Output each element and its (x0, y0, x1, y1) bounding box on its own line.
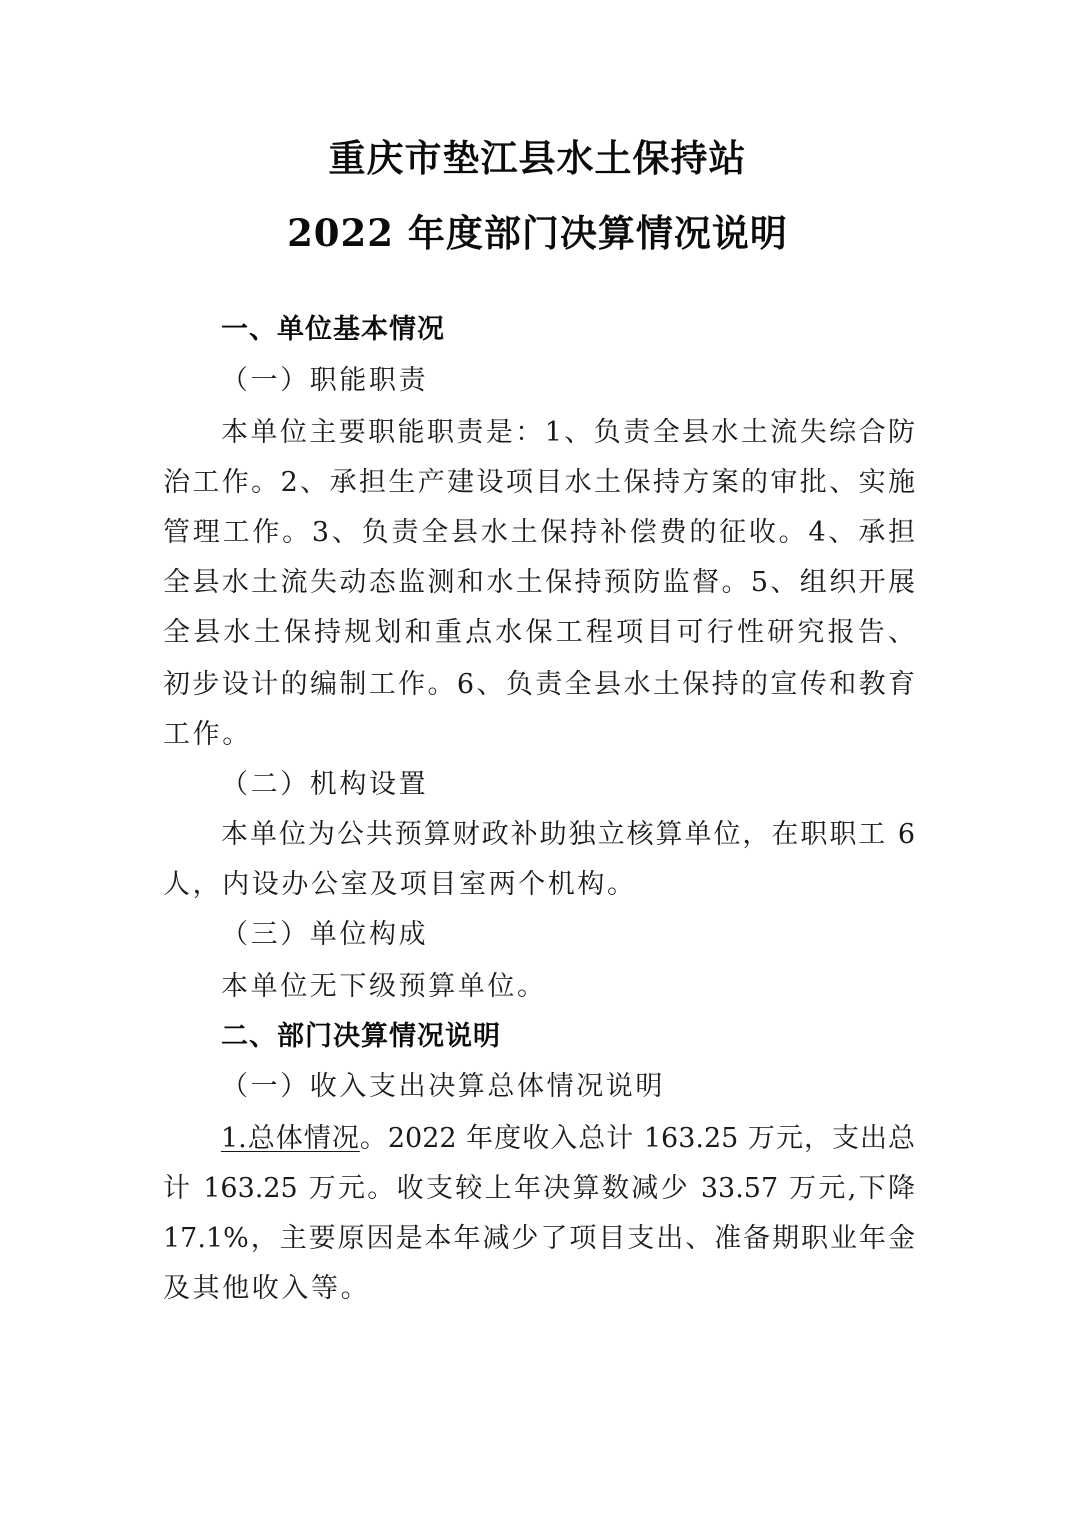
paragraph-line: 人，内设办公室及项目室两个机构。 (163, 869, 637, 900)
paragraph-line: 全县水土保持规划和重点水保工程项目可行性研究报告、 (163, 617, 915, 648)
section-2-heading: 二、部门决算情况说明 (221, 1021, 501, 1052)
document-title-line-2: 2022 年度部门决算情况说明 (287, 211, 788, 255)
paragraph-line: 初步设计的编制工作。6、负责全县水土保持的宣传和教育 (163, 669, 915, 700)
section-2-sub-1-heading: （一）收入支出决算总体情况说明 (221, 1071, 665, 1102)
section-1-sub-3-heading: （三）单位构成 (221, 919, 429, 950)
paragraph-line-lead (221, 1122, 915, 1156)
paragraph-line: 计 163.25 万元。收支较上年决算数减少 33.57 万元,下降 (163, 1173, 915, 1204)
paragraph-line: 本单位无下级预算单位。 (221, 971, 547, 1002)
paragraph-line: 全县水土流失动态监测和水土保持预防监督。5、组织开展 (163, 567, 915, 598)
paragraph-line: 工作。 (163, 719, 252, 750)
paragraph-line: 治工作。2、承担生产建设项目水土保持方案的审批、实施 (163, 467, 915, 498)
document-title-line-1: 重庆市垫江县水土保持站 (328, 136, 747, 180)
paragraph-line: 及其他收入等。 (163, 1273, 371, 1304)
paragraph-line: 本单位为公共预算财政补助独立核算单位，在职职工 6 (221, 819, 915, 850)
paragraph-line: 管理工作。3、负责全县水土保持补偿费的征收。4、承担 (163, 517, 915, 548)
paragraph-line: 本单位主要职能职责是：1、负责全县水土流失综合防 (221, 417, 915, 448)
section-1-sub-2-heading: （二）机构设置 (221, 769, 429, 800)
lead-label: 1.总体情况 (221, 1123, 360, 1154)
section-1-heading: 一、单位基本情况 (221, 314, 445, 345)
paragraph-line: 17.1%，主要原因是本年减少了项目支出、准备期职业年金 (163, 1223, 915, 1254)
lead-text: 。2022 年度收入总计 163.25 万元，支出总 (359, 1123, 915, 1154)
section-1-sub-1-heading: （一）职能职责 (221, 365, 429, 396)
